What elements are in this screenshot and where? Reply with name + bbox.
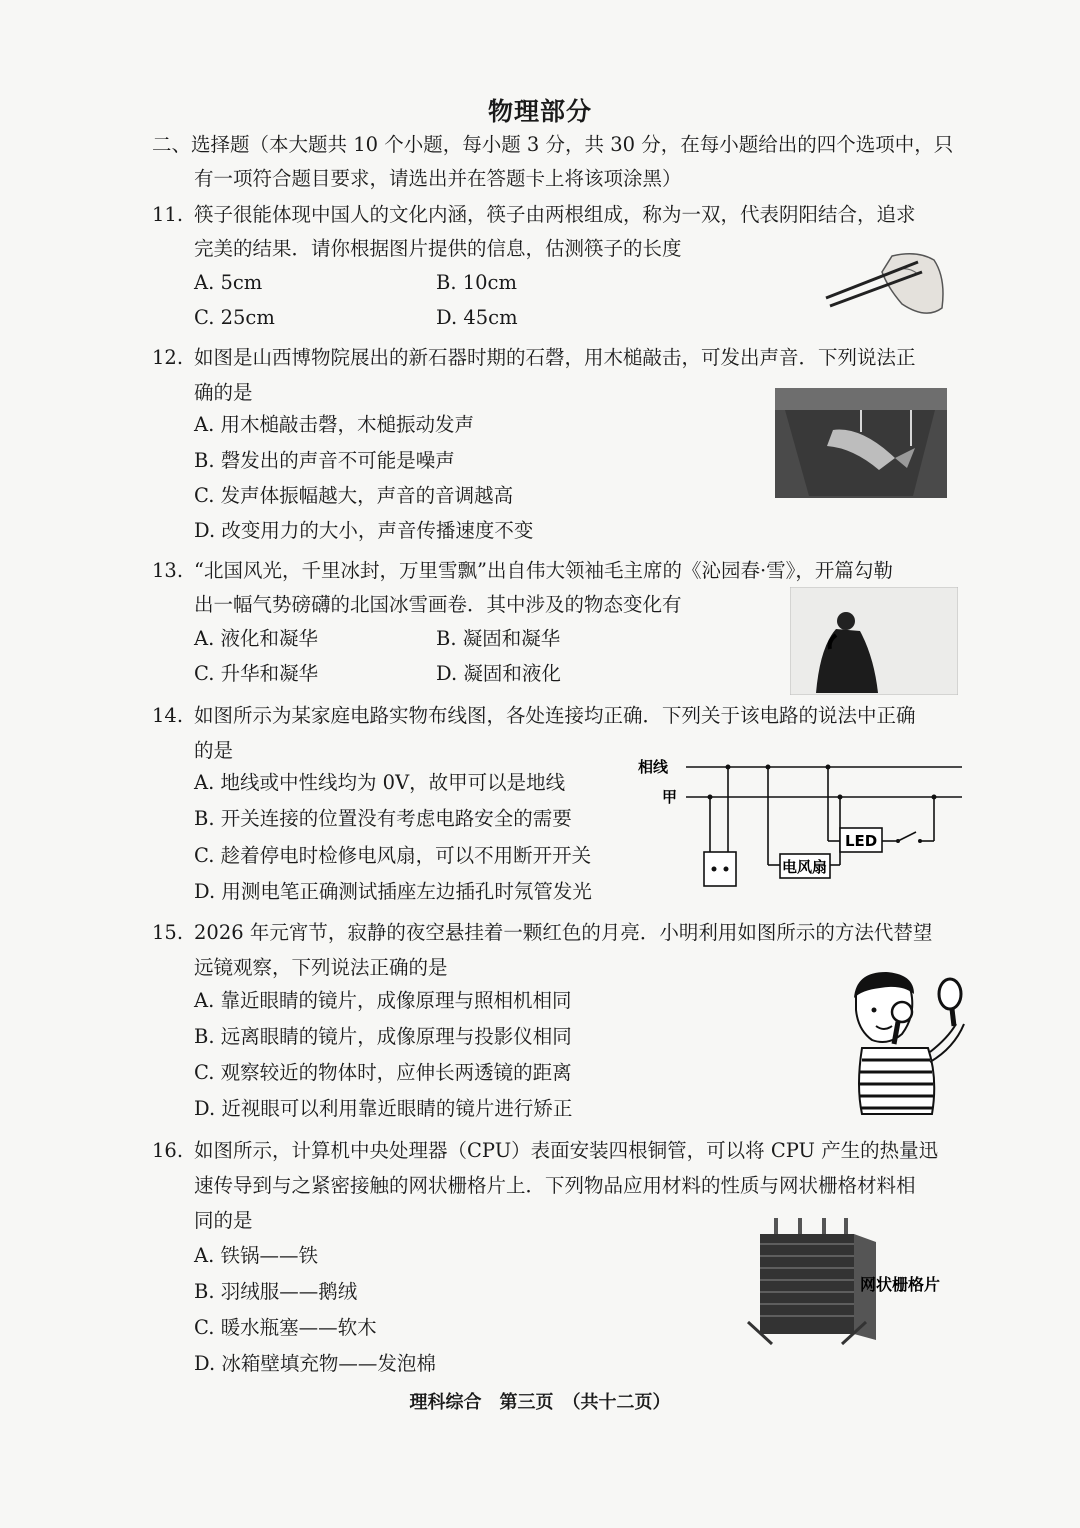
- question-text: 远镜观察，下列说法正确的是: [194, 956, 448, 979]
- question-text: 的是: [194, 739, 234, 762]
- question-number: 11.: [152, 203, 184, 226]
- question-text: 如图是山西博物院展出的新石器时期的石磬，用木槌敲击，可发出声音．下列说法正: [194, 346, 916, 369]
- option-b: B. 远离眼睛的镜片，成像原理与投影仪相同: [194, 1025, 572, 1048]
- live-wire-label: 相线: [638, 758, 669, 776]
- question-text: 出一幅气势磅礴的北国冰雪画卷．其中涉及的物态变化有: [194, 593, 682, 616]
- socket-branch: [704, 767, 736, 886]
- switch-icon: [898, 832, 916, 841]
- question-number: 14.: [152, 704, 184, 727]
- stone-chime-photo: [775, 388, 947, 498]
- option-d: D. 凝固和液化: [436, 662, 561, 685]
- option-a: A. 液化和凝华: [194, 627, 318, 650]
- option-a: A. 靠近眼睛的镜片，成像原理与照相机相同: [194, 989, 572, 1012]
- question-number: 13.: [152, 559, 184, 582]
- led-label: LED: [845, 832, 878, 850]
- section-header-line-1: 二、选择题（本大题共 10 个小题，每小题 3 分，共 30 分，在每小题给出的四个选项中，只: [152, 133, 954, 156]
- fan-branch: [768, 767, 840, 878]
- question-text: 速传导到与之紧密接触的网状栅格片上．下列物品应用材料的性质与网状栅格材料相: [194, 1174, 916, 1197]
- question-text: “北国风光，千里冰封，万里雪飘”出自伟大领袖毛主席的《沁园春·雪》，开篇勾勒: [194, 559, 893, 582]
- option-c: C. 暖水瓶塞——软木: [194, 1316, 377, 1339]
- question-text: 完美的结果．请你根据图片提供的信息，估测筷子的长度: [194, 237, 682, 260]
- question-number: 16.: [152, 1139, 184, 1162]
- option-a: A. 5cm: [194, 271, 263, 294]
- wire-jia-label: 甲: [662, 788, 678, 806]
- question-text: 筷子很能体现中国人的文化内涵，筷子由两根组成，称为一双，代表阴阳结合，追求: [194, 203, 916, 226]
- cpu-heatsink-photo: [742, 1216, 970, 1348]
- option-c: C. 趁着停电时检修电风扇，可以不用断开开关: [194, 844, 592, 867]
- question-text: 如图所示为某家庭电路实物布线图，各处连接均正确．下列关于该电路的说法中正确: [194, 704, 916, 727]
- led-branch: [828, 767, 934, 852]
- option-b: B. 开关连接的位置没有考虑电路安全的需要: [194, 807, 572, 830]
- socket-icon: [704, 852, 736, 886]
- question-text: 如图所示，计算机中央处理器（CPU）表面安装四根铜管，可以将 CPU 产生的热量迅: [194, 1139, 939, 1162]
- fan-label: 电风扇: [782, 858, 828, 876]
- option-a: A. 用木槌敲击磬，木槌振动发声: [194, 413, 474, 436]
- page-footer: 理科综合 第三页 （共十二页）: [409, 1392, 671, 1413]
- boy-with-lenses-illustration: [840, 968, 970, 1116]
- question-number: 15.: [152, 921, 184, 944]
- section-header-line-2: 有一项符合题目要求，请选出并在答题卡上将该项涂黑）: [194, 167, 682, 190]
- option-d: D. 45cm: [436, 306, 518, 329]
- question-text: 确的是: [194, 381, 253, 404]
- option-d: D. 改变用力的大小，声音传播速度不变: [194, 519, 534, 542]
- chopsticks-photo: [822, 248, 948, 326]
- option-d: D. 近视眼可以利用靠近眼睛的镜片进行矫正: [194, 1097, 573, 1120]
- heatsink-fin-label: 网状栅格片: [860, 1275, 941, 1294]
- option-c: C. 发声体振幅越大，声音的音调越高: [194, 484, 514, 507]
- option-a: A. 铁锅——铁: [194, 1244, 318, 1267]
- question-text: 2026 年元宵节，寂静的夜空悬挂着一颗红色的月亮．小明利用如图所示的方法代替望: [194, 921, 933, 944]
- option-b: B. 羽绒服——鹅绒: [194, 1280, 358, 1303]
- page-title: 物理部分: [487, 97, 592, 126]
- option-c: C. 观察较近的物体时，应伸长两透镜的距离: [194, 1061, 572, 1084]
- option-b: B. 凝固和凝华: [436, 627, 561, 650]
- circuit-diagram: [636, 752, 966, 892]
- question-number: 12.: [152, 346, 184, 369]
- option-d: D. 冰箱壁填充物——发泡棉: [194, 1352, 436, 1375]
- option-b: B. 10cm: [436, 271, 517, 294]
- option-a: A. 地线或中性线均为 0V，故甲可以是地线: [194, 771, 566, 794]
- question-text: 同的是: [194, 1209, 253, 1232]
- option-b: B. 磬发出的声音不可能是噪声: [194, 449, 455, 472]
- snow-figure-photo: [790, 587, 958, 695]
- option-c: C. 升华和凝华: [194, 662, 319, 685]
- option-d: D. 用测电笔正确测试插座左边插孔时氖管发光: [194, 880, 592, 903]
- option-c: C. 25cm: [194, 306, 275, 329]
